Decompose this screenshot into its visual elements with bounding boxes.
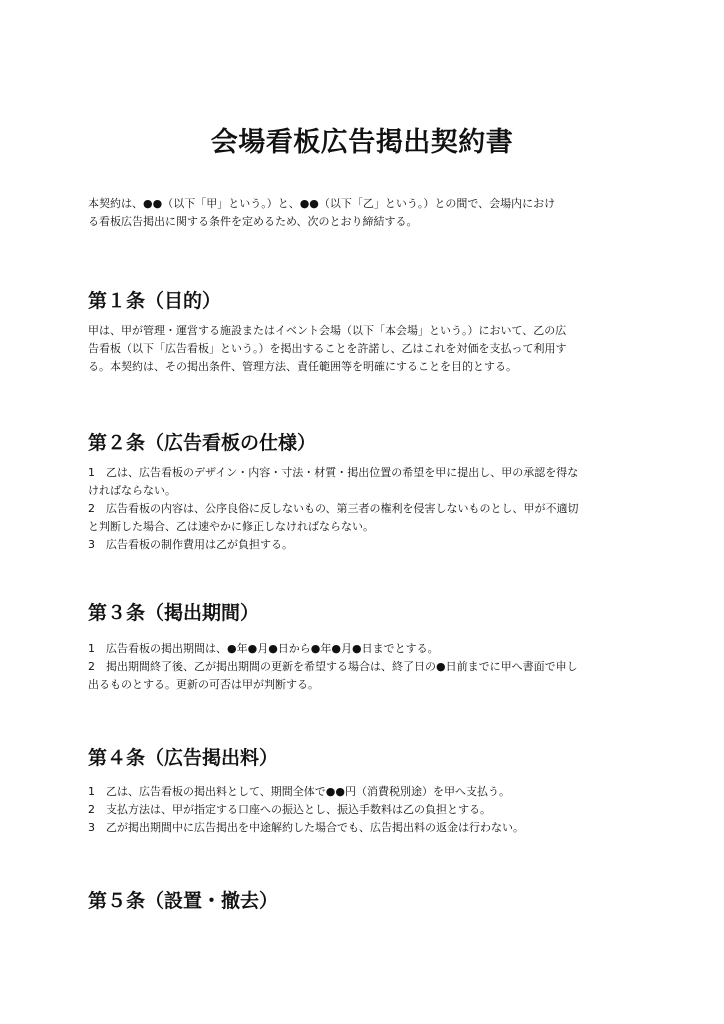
article-4-heading: 第４条（広告掲出料） [88,747,279,769]
article-line: 甲は、甲が管理・運営する施設またはイベント会場（以下「本会場」という。）において、乙の広 [88,324,567,337]
article-line: 1 乙は、広告看板のデザイン・内容・寸法・材質・掲出位置の希望を甲に提出し、甲の承認を得な [88,466,579,479]
article-line: 1 広告看板の掲出期間は、●年●月●日から●年●月●日までとする。 [88,642,439,655]
article-line: 2 支払方法は、甲が指定する口座への振込とし、振込手数料は乙の負担とする。 [88,803,491,816]
article-1-body [88,322,640,376]
article-line: 3 広告看板の制作費用は乙が負担する。 [88,538,293,551]
article-line: 2 掲出期間終了後、乙が掲出期間の更新を希望する場合は、終了日の●日前までに甲へ書面で申し [88,660,578,673]
article-line: 出るものとする。更新の可否は甲が判断する。 [88,678,319,691]
article-4-body [88,783,640,837]
article-2-heading: 第２条（広告看板の仕様） [88,432,317,454]
article-line: 1 乙は、広告看板の掲出料として、期間全体で●●円（消費税別途）を甲へ支払う。 [88,785,510,798]
article-1-heading: 第１条（目的） [88,290,222,312]
article-2-body [88,464,640,554]
preamble-line: 本契約は、●●（以下「甲」という。）と、●●（以下「乙」という。）との間で、会場内におけ [88,197,556,210]
document-title: 会場看板広告掲出契約書 [210,127,514,158]
article-line: 3 乙が掲出期間中に広告掲出を中途解約した場合でも、広告掲出料の返金は行わない。 [88,821,524,834]
article-3-heading: 第３条（掲出期間） [88,602,260,624]
article-line: 2 広告看板の内容は、公序良俗に反しないもの、第三者の権利を侵害しないものとし、甲が不適切 [88,502,579,515]
article-line: 告看板（以下「広告看板」という。）を掲出することを許諾し、乙はこれを対価を支払って利用す [88,342,567,355]
article-5-heading: 第５条（設置・撤去） [88,890,279,912]
article-line: る。本契約は、その掲出条件、管理方法、責任範囲等を明確にすることを目的とする。 [88,360,517,373]
article-line: ければならない。 [88,484,176,497]
article-3-body [88,640,640,694]
preamble-line: る看板広告掲出に関する条件を定めるため、次のとおり締結する。 [88,215,418,228]
preamble [88,195,640,231]
article-line: と判断した場合、乙は速やかに修正しなければならない。 [88,520,374,533]
